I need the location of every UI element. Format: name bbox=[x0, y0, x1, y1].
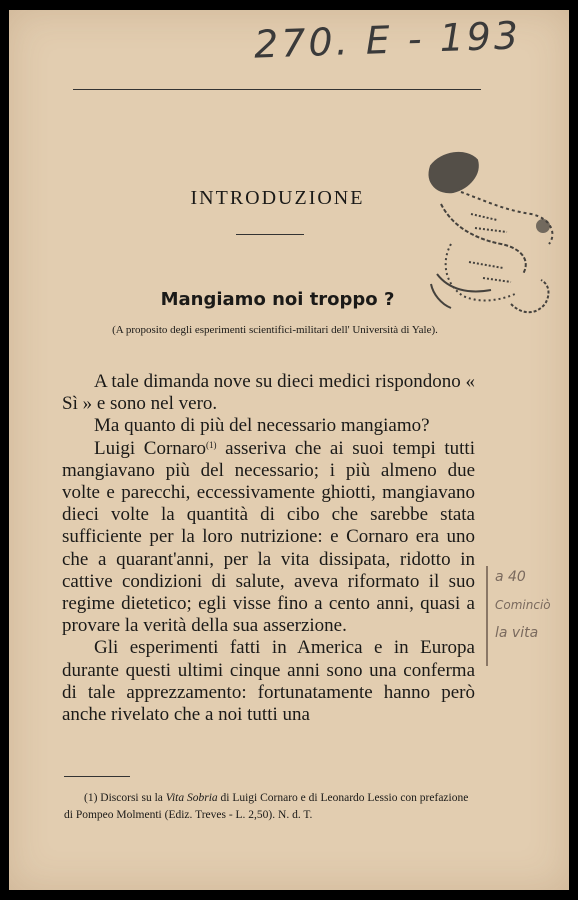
chapter-heading: INTRODUZIONE bbox=[190, 187, 365, 209]
handwritten-shelfmark: 270. E - 193 bbox=[253, 13, 522, 67]
margin-note-line: la vita bbox=[495, 625, 539, 641]
footnote-marker: (1) bbox=[84, 792, 98, 804]
margin-note-line: Cominciò bbox=[495, 598, 551, 612]
footnote-text: Discorsi su la bbox=[97, 792, 166, 804]
paragraph: A tale dimanda nove su dieci medici rispondono « Sì » e sono nel vero. bbox=[62, 371, 475, 415]
footnote bbox=[64, 790, 478, 824]
footnote-book-title: Vita Sobria bbox=[165, 792, 218, 804]
footnote-text: di Luigi Cornaro e di Leonardo Lessio con prefazione di Pompeo Molmenti (Ediz. Treves - L. 2,50). N. d. T. bbox=[64, 792, 469, 821]
paragraph bbox=[62, 438, 475, 638]
book-page bbox=[9, 10, 569, 890]
margin-note-line: a 40 bbox=[495, 569, 526, 585]
footnote-reference: (1) bbox=[206, 439, 217, 450]
section-title: Mangiamo noi troppo ? bbox=[160, 289, 395, 310]
body-text bbox=[62, 371, 475, 726]
top-rule bbox=[73, 89, 481, 90]
heading-rule bbox=[236, 234, 304, 235]
paragraph: Ma quanto di più del necessario mangiamo? bbox=[94, 415, 430, 437]
section-subtitle: (A proposito degli esperimenti scientifici-militari dell' Università di Yale). bbox=[112, 324, 438, 336]
footnote-rule bbox=[64, 776, 130, 777]
paragraph-text: asseriva che ai suoi tempi tutti mangiavano più del necessario; i più almeno due volte e parecchi, eccessivamente ghiotti, mangiavano dieci volte la quantità di cibo che sarebbe stata sufficiente per la loro nutrizione: e Cornaro era uno che a quarant'anni, per la vita dissipata, ridotto in cattive condizioni di salute, aveva riformato il suo regime dietetico; egli visse fino a cento anni, quasi a provare la verità della sua asserzione. bbox=[62, 437, 475, 637]
paragraph: Gli esperimenti fatti in America e in Europa durante questi ultimi cinque anni sono una conferma di tale apprezzamento: fortunatamente hanno però anche rivelato che a noi tutti una bbox=[62, 637, 475, 726]
handwritten-margin-note bbox=[485, 564, 569, 664]
paragraph-text: Luigi Cornaro bbox=[94, 437, 207, 459]
